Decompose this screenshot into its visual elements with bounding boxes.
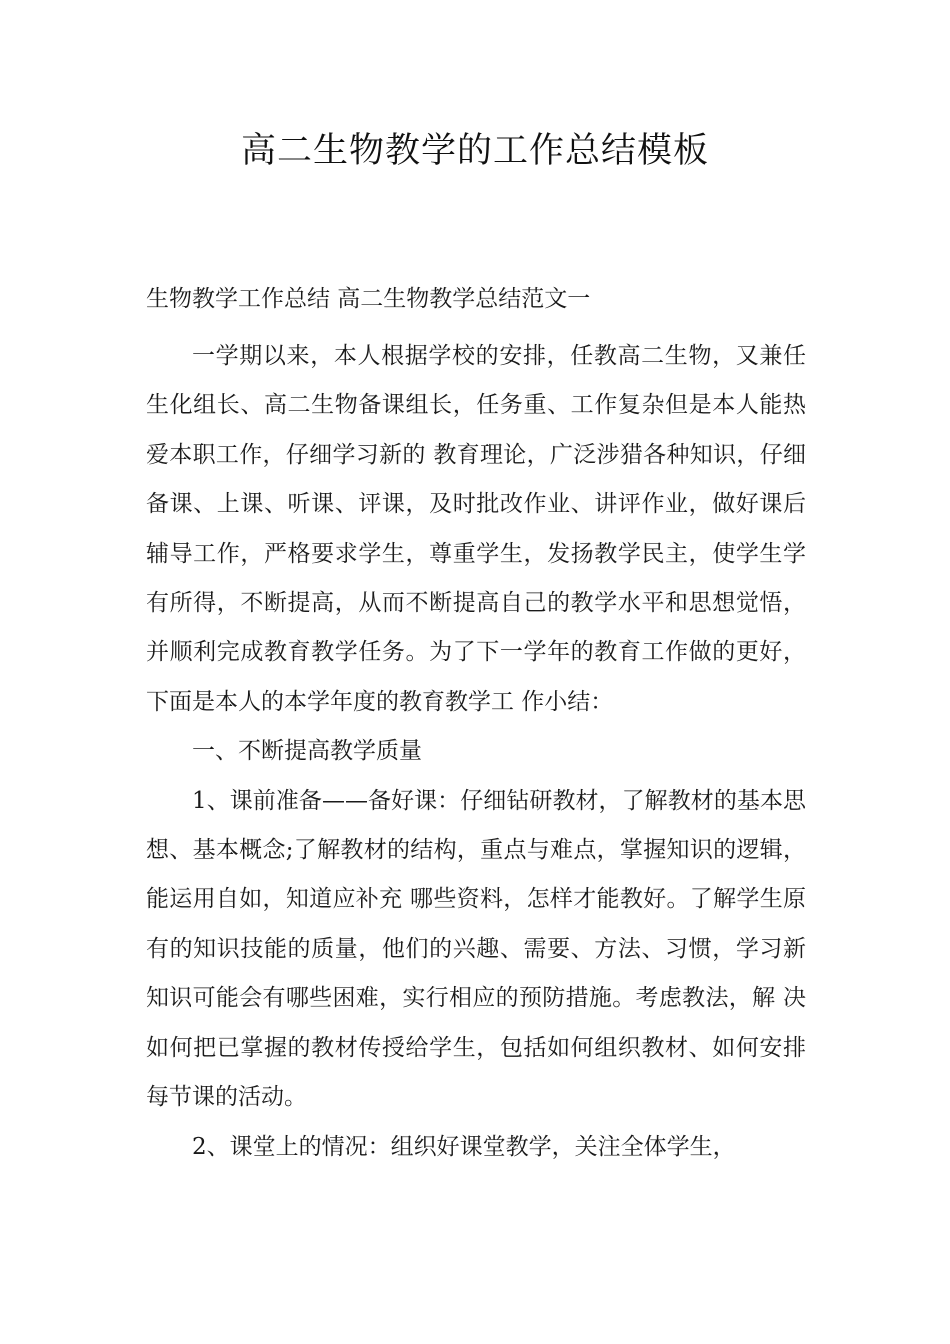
document-subtitle: 生物教学工作总结 高二生物教学总结范文一 [146, 286, 591, 312]
paragraph-intro: 一学期以来，本人根据学校的安排，任教高二生物，又兼任生化组长、高二生物备课组长，任务重、工作复杂但是本人能热爱本职工作，仔细学习新的 教育理论，广泛涉猎各种知识，仔细备课、上课、听课、评课，及时批改作业、讲评作业，做好课后辅导工作，严格要求学生，尊重学生，发扬教学民主，使学生学 有所得，不断提高，从而不断提高自己的教学水平和思想觉悟，并顺利完成教育教学任务。为了下一学年的教育工作做的更好，下面是本人的本学年度的教育教学工 作小结： [146, 343, 806, 715]
paragraph-lesson-prep: 1、课前准备——备好课：仔细钻研教材，了解教材的基本思想、基本概念;了解教材的结构，重点与难点，掌握知识的逻辑，能运用自如，知道应补充 哪些资料，怎样才能教好。了解学生原有的知识技能的质量，他们的兴趣、需要、方法、习惯，学习新知识可能会有哪些困难，实行相应的预防措施。考虑教法，解 决如何把已掌握的教材传授给学生，包括如何组织教材、如何安排每节课的活动。 [146, 787, 806, 1111]
section-heading-1: 一、不断提高教学质量 [192, 738, 422, 765]
document-title: 高二生物教学的工作总结模板 [240, 131, 709, 171]
paragraph-classroom: 2、课堂上的情况：组织好课堂教学，关注全体学生， [192, 1133, 736, 1160]
document-body [146, 332, 806, 1172]
